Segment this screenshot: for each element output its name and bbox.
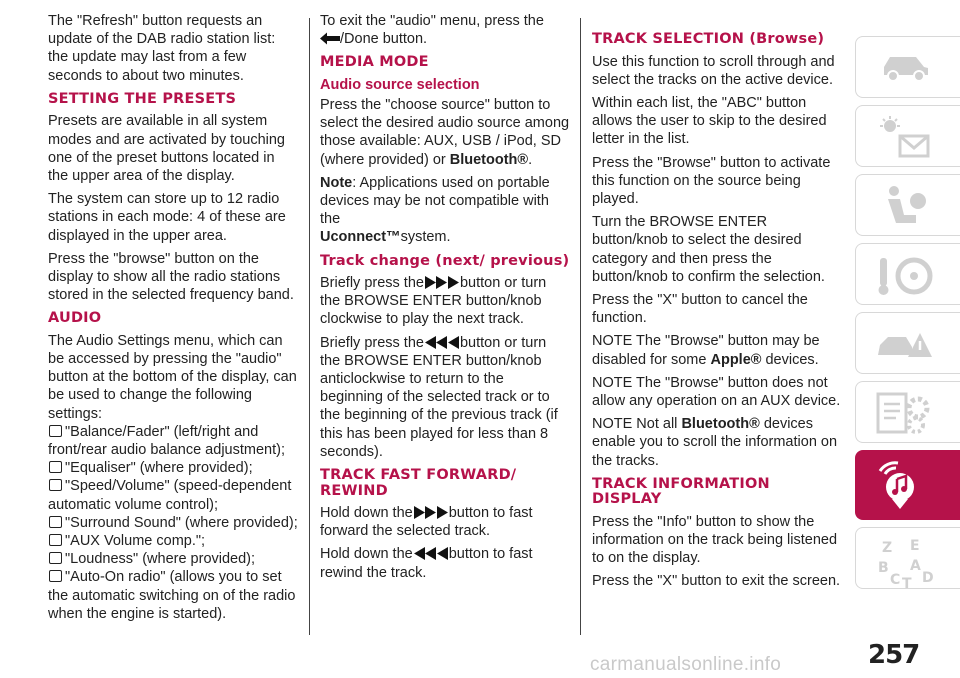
tab-index[interactable] [855,527,960,589]
refresh-paragraph: The "Refresh" button requests an update of the DAB radio station list: the update may last from a few seconds to about two minutes. [48,13,276,84]
presets-heading: SETTING THE PRESETS [48,90,237,107]
list-item: "Loudness" (where provided); [48,550,298,568]
svg-text:A: A [910,558,921,574]
tab-car[interactable] [855,36,960,98]
list-item: "Auto-On radio" (allows you to set the automatic switching on of the radio when the engine is started). [48,569,296,622]
checkbox-bullet-icon [49,516,62,528]
audio-heading: AUDIO [48,310,102,327]
note-bluetooth: NOTE Not all Bluetooth® devices enable you to scroll the information on the tracks. [592,416,838,469]
airbag-seat-icon [876,185,936,229]
svg-text:E: E [910,538,920,554]
list-item: "AUX Volume comp."; [48,532,298,550]
watermark: carmanualsonline.info [590,654,782,675]
track-selection-heading: TRACK SELECTION (Browse) [592,31,825,47]
audio-source-paragraph: Press the "choose source" button to select the desired audio source among those available: AUX, USB / iPod, SD (where provided) or Bluetooth®. [320,96,570,168]
presets-paragraph-1: Presets are available in all system modes and are activated by touching one of the preset buttons located in the upper area of the display. [48,113,285,184]
rewind-paragraph: Hold down the button to fast rewind the track. [320,546,533,581]
presets-paragraph-2: The system can store up to 12 radio stations in each mode: 4 of these are displayed in the upper area. [48,191,286,244]
note-aux: NOTE The "Browse" button does not allow any operation on an AUX device. [592,374,841,409]
presets-paragraph-3: Press the "browse" button on the display to show all the radio stations stored in the selected frequency band. [48,250,294,304]
next-track-icon [424,276,460,289]
fast-forward-icon [413,506,449,519]
svg-text:D: D [922,570,934,586]
info-paragraph-2: Press the "X" button to exit the screen. [592,573,841,590]
list-item: "Equaliser" (where provided); [48,459,298,477]
tab-safety[interactable] [855,174,960,236]
selection-paragraph-5: Press the "X" button to cancel the function. [592,291,808,327]
selection-paragraph-4: Turn the BROWSE ENTER button/knob to select the desired category and then press the button/knob to confirm the selection. [592,214,825,285]
column-1 [48,12,298,623]
track-info-heading: TRACK INFORMATION DISPLAY [592,475,770,508]
svg-text:T: T [902,576,912,588]
note-apple: NOTE The "Browse" button may be disabled for some Apple® devices. [592,333,820,368]
column-3 [592,12,842,596]
checkbox-bullet-icon [49,479,62,491]
previous-track-icon [424,336,460,349]
exit-audio-paragraph: To exit the "audio" menu, press the /Done button. [320,13,544,48]
checkbox-bullet-icon [49,552,62,564]
checkbox-bullet-icon [49,425,62,437]
checkbox-bullet-icon [49,534,62,546]
list-item: "Surround Sound" (where provided); [48,514,298,532]
note-paragraph: Note: Applications used on portable devices may be not compatible with the Uconnect™system. [320,174,550,246]
selection-paragraph-3: Press the "Browse" button to activate this function on the source being played. [592,154,831,207]
list-item: "Speed/Volume" (speed-dependent automatic volume control); [48,478,292,513]
alphabetical-index-icon [876,538,940,588]
previous-track-paragraph: Briefly press the button or turn the BROWSE ENTER button/knob anticlockwise to return to the beginning of the selected track or to the beginning of the previous track (if this has been played for less than 8 seconds). [320,334,558,460]
list-item: "Balance/Fader" (left/right and front/rear audio balance adjustment); [48,423,285,459]
track-change-heading: Track change (next/ previous) [320,252,570,269]
selection-paragraph-2: Within each list, the "ABC" button allows the user to skip to the desired letter in the list. [592,94,827,148]
steering-key-icon [876,254,936,298]
media-mode-heading: MEDIA MODE [320,54,429,71]
column-divider [580,18,581,635]
warning-lights-icon [876,116,936,160]
selection-paragraph-1: Use this function to scroll through and select the tracks on the active device. [592,53,835,88]
tab-emergency[interactable] [855,312,960,374]
column-divider [309,18,310,635]
fast-forward-heading: TRACK FAST FORWARD/ REWIND [320,467,517,499]
column-2 [320,12,570,587]
fast-forward-paragraph: Hold down the button to fast forward the selected track. [320,505,533,540]
breakdown-icon [876,323,936,367]
info-paragraph-1: Press the "Info" button to show the information on the track being listened to on the display. [592,513,838,567]
tab-starting[interactable] [855,243,960,305]
checkbox-bullet-icon [49,570,62,582]
svg-text:B: B [878,560,889,576]
audio-settings-list [48,423,298,623]
checkbox-bullet-icon [49,461,62,473]
chapter-sidebar [855,36,960,596]
tab-multimedia[interactable] [855,450,960,520]
audio-paragraph: The Audio Settings menu, which can be accessed by pressing the "audio" button at the bottom of the display, can be used to change the following settings: [48,332,297,422]
car-icon [876,47,936,87]
rewind-icon [413,547,449,560]
back-arrow-icon [320,32,340,45]
next-track-paragraph: Briefly press the button or turn the BROWSE ENTER button/knob clockwise to play the next track. [320,275,547,328]
multimedia-icon [876,461,940,511]
svg-text:C: C [890,572,901,588]
audio-source-heading: Audio source selection [320,76,480,93]
page-number: 257 [868,640,920,670]
tab-warning-lights[interactable] [855,105,960,167]
maintenance-gear-icon [876,392,936,436]
svg-text:Z: Z [882,540,893,556]
tab-maintenance[interactable] [855,381,960,443]
